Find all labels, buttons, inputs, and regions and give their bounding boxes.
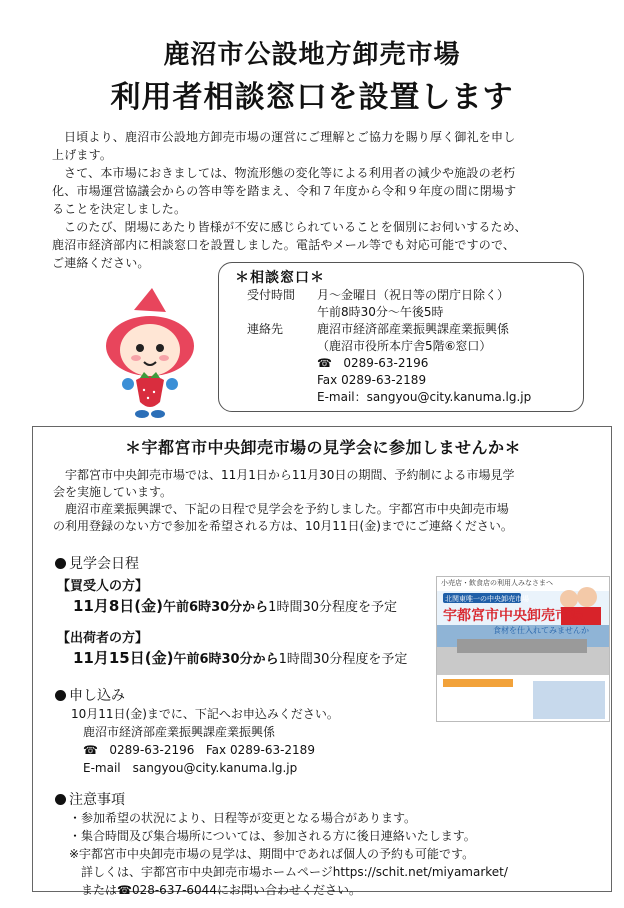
- intro-paragraph-1: 日頃より、鹿沼市公設地方卸売市場の運営にご理解とご協力を賜り厚く御礼を申し 上げます。: [52, 130, 516, 162]
- intro-paragraph-2: さて、本市場におきましては、物流形態の変化等による利用者の減少や施設の老朽 化、市場運営協議会からの答申等を踏まえ、令和７年度から令和９年度の間に閉場す ることを決定しました。: [52, 166, 517, 216]
- page-title: 鹿沼市公設地方卸売市場: [163, 40, 461, 70]
- bullet-icon: [55, 794, 66, 805]
- buyer-heading: 【買受人の方】: [57, 579, 149, 594]
- apply-department: 鹿沼市経済部産業振興課産業振興係: [83, 725, 276, 739]
- contact-department: 鹿沼市経済部産業振興課産業振興係: [317, 322, 510, 336]
- apply-deadline: 10月11日(金)までに、下記へお申込みください。: [71, 707, 339, 721]
- consultation-title: ＊相談窓口＊: [235, 270, 325, 286]
- contact-tel: [317, 355, 428, 372]
- note-item-phone: または☎028-637-6044にお問い合わせください。: [69, 883, 361, 897]
- shipper-date-line: 11月15日(金)午前6時30分から1時間30分程度を予定: [73, 649, 408, 667]
- intro-paragraph-3: このたび、閉場にあたり皆様が不安に感じられていることを個別にお伺いするため、 鹿沼市経済部内に相談窓口を設置しました。電話やメール等でも対応可能ですので、 ご連絡ください。: [52, 220, 527, 270]
- bullet-icon: [55, 690, 66, 701]
- contact-fax: Fax 0289-63-2189: [317, 373, 427, 387]
- apply-tel-fax: ☎ 0289-63-2196 Fax 0289-63-2189: [83, 743, 315, 757]
- hours-label: 受付時間: [247, 288, 296, 302]
- hours-time: 午前8時30分～午後5時: [317, 305, 444, 319]
- tour-description: 宇都宮市中央卸売市場では、11月1日から11月30日の期間、予約制による市場見学 会を実施しています。 鹿沼市産業振興課で、下記の日程で見学会を予約しました。宇都宮市中央卸売市場 の利用登録のない方で参加を希望される方は、10月11日(金)までにご連絡ください。: [53, 468, 515, 533]
- schedule-heading: 見学会日程: [55, 553, 139, 573]
- phone-icon: ☎: [83, 743, 98, 757]
- page-subtitle: 利用者相談窓口を設置します: [110, 80, 514, 115]
- poster-subline: 食材を仕入れてみませんか: [493, 626, 589, 635]
- consultation-window-box: [218, 262, 584, 412]
- contact-location: （鹿沼市役所本庁舎5階⑥窓口）: [317, 339, 492, 353]
- notes-heading: 注意事項: [55, 789, 125, 809]
- tour-title: ＊宇都宮市中央卸売市場の見学会に参加しませんか＊: [124, 438, 521, 457]
- poster-tag: 北関東唯一の中央卸売市場: [445, 595, 529, 603]
- strawberry-mascot-illustration: [100, 280, 200, 420]
- poster-headline: 宇都宮市中央卸売市場: [443, 608, 583, 624]
- apply-email[interactable]: E-mail sangyou@city.kanuma.lg.jp: [83, 761, 298, 775]
- shipper-heading: 【出荷者の方】: [57, 631, 149, 646]
- tel-number: 0289-63-2196: [343, 356, 429, 370]
- note-item-link[interactable]: 詳しくは、宇都宮市中央卸売市場ホームページhttps://schit.net/miyamarket/: [69, 865, 508, 879]
- contact-email[interactable]: E-mail：sangyou@city.kanuma.lg.jp: [317, 390, 532, 404]
- apply-heading: 申し込み: [55, 685, 125, 705]
- bullet-icon: [55, 558, 66, 569]
- note-item: ・集合時間及び集合場所については、参加される方に後日連絡いたします。: [69, 829, 476, 843]
- buyer-date-line: 11月8日(金)午前6時30分から1時間30分程度を予定: [73, 597, 397, 615]
- hours-days: 月～金曜日（祝日等の閉庁日除く）: [317, 288, 510, 302]
- contact-label: 連絡先: [247, 322, 284, 336]
- note-item: ・参加希望の状況により、日程等が変更となる場合があります。: [69, 811, 417, 825]
- market-poster-image: [436, 576, 610, 722]
- poster-banner: 小売店・飲食店の利用人みなさまへ: [441, 579, 553, 587]
- note-item: ※宇都宮市中央卸売市場の見学は、期間中であれば個人の予約も可能です。: [69, 847, 475, 861]
- phone-icon: ☎: [317, 356, 332, 370]
